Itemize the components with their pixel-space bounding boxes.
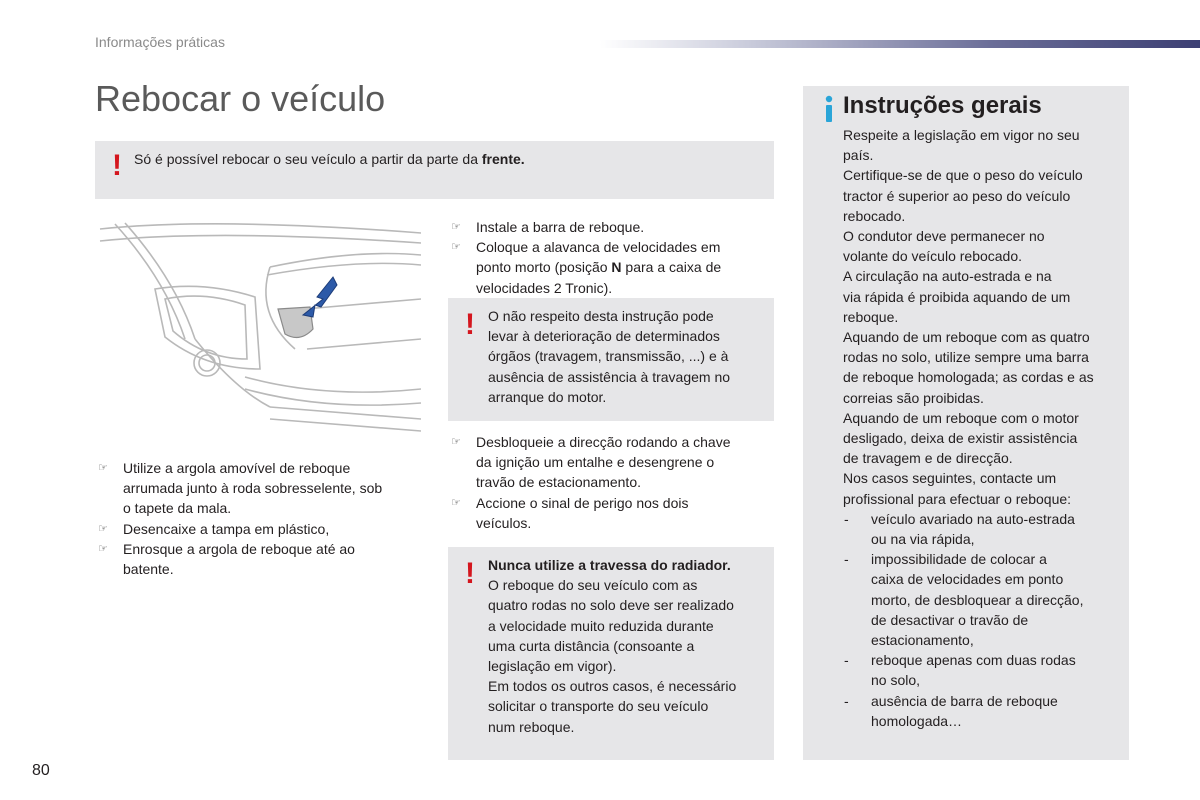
- panel-paragraph: A circulação na auto-estrada e na via rápida é proibida aquando de um reboque.: [843, 268, 1071, 325]
- panel-paragraph: O condutor deve permanecer no volante do veículo rebocado.: [843, 228, 1045, 265]
- list-item: ☞ Utilize a argola amovível de reboque arrumada junto à roda sobresselente, sob o tapete da mala.: [98, 460, 383, 517]
- left-steps-list: [95, 458, 425, 579]
- pointing-hand-icon: ☞: [98, 542, 108, 555]
- pointing-hand-icon: ☞: [451, 221, 461, 233]
- list-item: ☞ Accione o sinal de perigo nos dois veículos.: [451, 494, 689, 531]
- middle-warning-box: [448, 298, 774, 421]
- pointing-hand-icon: ☞: [98, 462, 108, 474]
- panel-paragraph: Nos casos seguintes, contacte um profissional para efectuar o reboque:: [843, 470, 1072, 507]
- page-number: 80: [32, 762, 50, 779]
- pointing-hand-icon: ☞: [98, 522, 108, 535]
- exclamation-icon: !: [465, 308, 475, 341]
- general-instructions-panel: [803, 86, 1129, 760]
- exclamation-icon: !: [465, 557, 475, 590]
- middle-warning-text: O não respeito desta instrução pode levar à deterioração de determinados órgãos (travagem, transmissão, ...) e à ausência de assistência à travagem no arranque do motor.: [488, 308, 731, 405]
- pointing-hand-icon: ☞: [451, 436, 461, 448]
- list-item: - ausência de barra de reboque homologada…: [843, 691, 1123, 731]
- pointing-hand-icon: ☞: [451, 496, 461, 509]
- list-item: - impossibilidade de colocar a caixa de velocidades em ponto morto, de desbloquear a direcção, de desactivar o travão de estacionamento,: [843, 549, 1123, 650]
- list-item: - reboque apenas com duas rodas no solo,: [843, 650, 1123, 690]
- panel-paragraph: Aquando de um reboque com o motor desligado, deixa de existir assistência de travagem e de direcção.: [843, 409, 1079, 467]
- list-item: ☞ Desbloqueie a direcção rodando a chave da ignição um entalhe e desengrene o travão de estacionamento.: [451, 434, 731, 491]
- section-label: Informações práticas: [95, 34, 225, 50]
- panel-paragraph: Aquando de um reboque com as quatro rodas no solo, utilize sempre uma barra de reboque homologada; as cordas e as correias são proibidas.: [843, 329, 1094, 406]
- list-item: ☞ Enrosque a argola de reboque até ao batente.: [98, 540, 355, 578]
- pointing-hand-icon: ☞: [451, 241, 461, 254]
- cases-list: [843, 509, 1123, 731]
- page-title: Rebocar o veículo: [95, 78, 386, 119]
- top-warning-text: Só é possível rebocar o seu veículo a partir da parte da frente.: [134, 151, 525, 167]
- list-item: ☞ Coloque a alavanca de velocidades em ponto morto (posição N para a caixa de velocidades 2 Tronic).: [451, 239, 722, 296]
- panel-paragraph: Respeite a legislação em vigor no seu país.: [843, 127, 1080, 164]
- panel-title: Instruções gerais: [843, 92, 1042, 119]
- list-item: - veículo avariado na auto-estrada ou na via rápida,: [843, 509, 1123, 549]
- bottom-warning-text: Nunca utilize a travessa do radiador. O reboque do seu veículo com as quatro rodas no solo deve ser realizado a velocidade muito reduzida durante uma curta distância (consoante a legislação em vigor). Em todos os outros casos, é necessário solicitar o transporte do seu veículo num reboque.: [488, 557, 737, 735]
- middle-steps-top-list: [448, 217, 778, 298]
- list-item: ☞ Desencaixe a tampa em plástico,: [95, 519, 425, 539]
- list-item: ☞ Instale a barra de reboque.: [448, 217, 778, 237]
- middle-steps-bottom-list: [448, 432, 778, 533]
- panel-body: [843, 125, 1123, 731]
- header-gradient-bar: [600, 40, 1200, 48]
- exclamation-icon: !: [112, 149, 122, 182]
- panel-paragraph: Certifique-se de que o peso do veículo tractor é superior ao peso do veículo rebocado.: [843, 167, 1083, 224]
- bottom-warning-box: [448, 547, 774, 760]
- top-warning-box: [95, 141, 774, 199]
- towing-eye-illustration: [95, 219, 421, 439]
- info-icon: [822, 94, 836, 124]
